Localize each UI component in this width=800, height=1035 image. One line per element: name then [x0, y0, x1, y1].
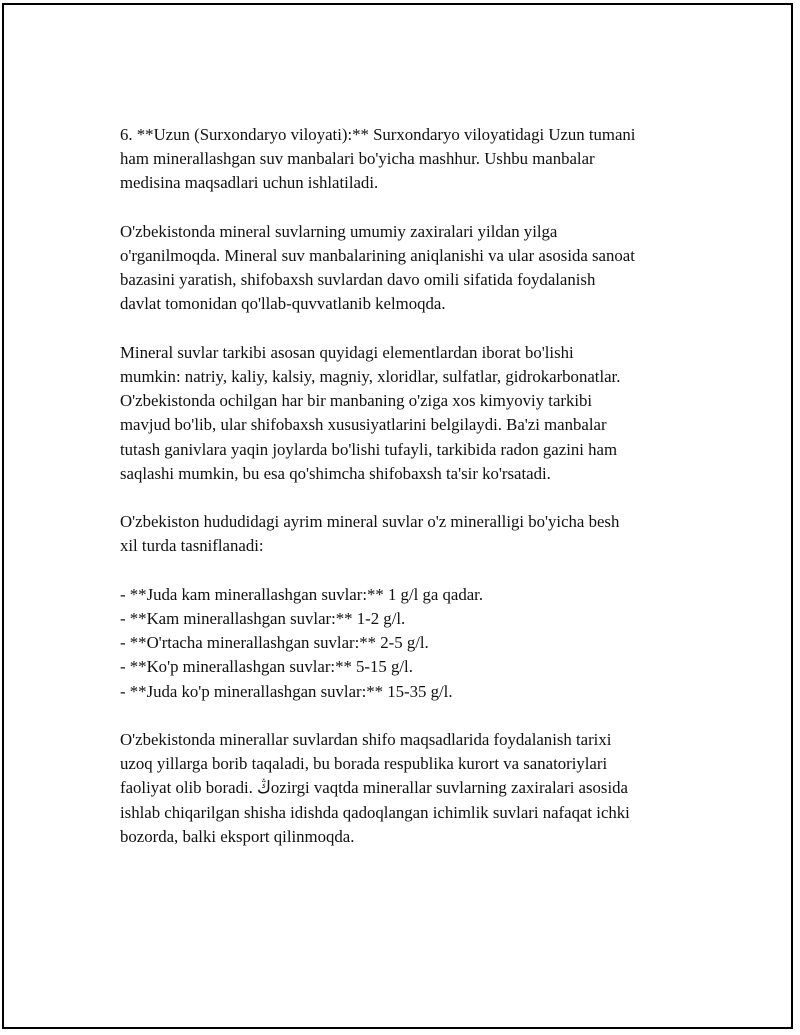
paragraph-classification-intro: O'zbekiston hududidagi ayrim mineral suvlar o'z mineralligi bo'yicha besh xil turda tasniflanadi: — [120, 512, 620, 556]
classification-list — [120, 583, 720, 704]
list-item: - **Kam minerallashgan suvlar:** 1-2 g/l. — [120, 609, 406, 628]
page-frame — [2, 3, 793, 1029]
list-item: - **Juda ko'p minerallashgan suvlar:** 15-35 g/l. — [120, 681, 453, 701]
paragraph-history: O'zbekistonda minerallar suvlardan shifo maqsadlarida foydalanish tarixi uzoq yillarga borib taqaladi, bu borada respublika kurort va sanatoriylari faoliyat olib boradi. ڭozirgi vaqtda minerallar suvlarning zaxiralari asosida ishlab chiqarilgan shisha idishda qadoqlangan ichimlik suvlari nafaqat ichki bozorda, balki eksport qilinmoqda. — [120, 730, 630, 846]
document-body — [120, 123, 720, 873]
paragraph-reserves: O'zbekistonda mineral suvlarning umumiy zaxiralari yildan yilga o'rganilmoqda. Mineral suv manbalarining aniqlanishi va ular asosida sanoat bazasini yaratish, shifobaxsh suvlardan davo omili sifatida foydalanish davlat tomonidan qo'llab-quvvatlanib kelmoqda. — [120, 221, 635, 314]
paragraph-uzun: 6. **Uzun (Surxondaryo viloyati):** Surxondaryo viloyatidagi Uzun tumani ham minerallashgan suv manbalari bo'yicha mashhur. Ushbu manbalar medisina maqsadlari uchun ishlatiladi. — [120, 125, 636, 193]
list-item: - **Juda kam minerallashgan suvlar:** 1 g/l ga qadar. — [120, 584, 484, 604]
list-item: - **O'rtacha minerallashgan suvlar:** 2-5 g/l. — [120, 633, 429, 653]
list-item: - **Ko'p minerallashgan suvlar:** 5-15 g/l. — [120, 657, 413, 677]
paragraph-composition: Mineral suvlar tarkibi asosan quyidagi elementlardan iborat bo'lishi mumkin: natriy, kaliy, kalsiy, magniy, xloridlar, sulfatlar, gidrokarbonatlar. O'zbekistonda ochilgan har bir manbaning o'ziga xos kimyoviy tarkibi mavjud bo'lib, ular shifobaxsh xususiyatlarini belgilaydi. Ba'zi manbalar tutash ganivlara yaqin joylarda bo'lishi tufayli, tarkibida radon gazini ham saqlashi mumkin, bu esa qo'shimcha shifobaxsh ta'sir ko'rsatadi. — [120, 342, 621, 483]
